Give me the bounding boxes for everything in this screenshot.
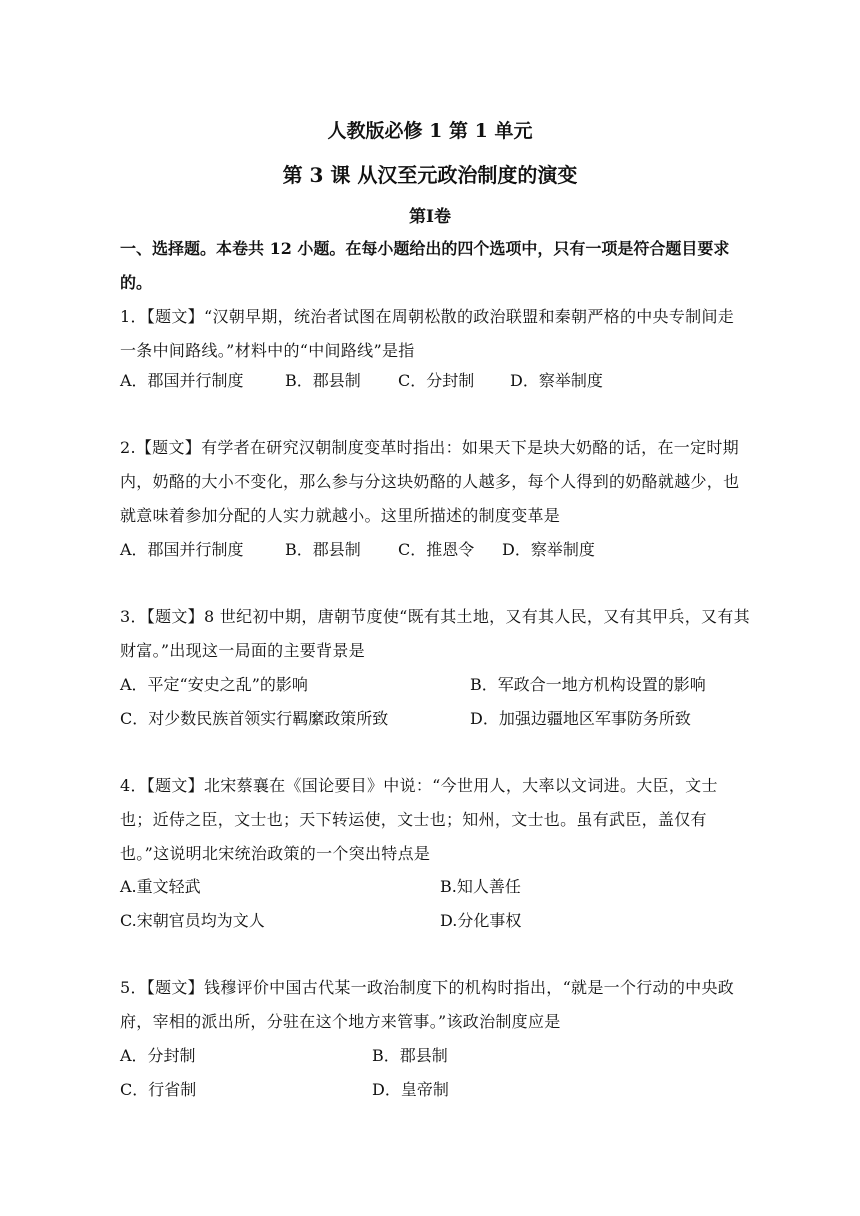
- option-c: C．分封制: [398, 371, 475, 390]
- option-b: B．郡县制: [285, 540, 361, 559]
- option-a: A．平定“安史之乱”的影响: [120, 675, 308, 694]
- option-c: C．推恩令: [398, 540, 475, 559]
- question-5-stem: 5．【题文】钱穆评价中国古代某一政治制度下的机构时指出，“就是一个行动的中央政府，宰相的派出所，分驻在这个地方来管事。”该政治制度应是: [120, 978, 735, 1031]
- document-title: 人教版必修 1 第 1 单元: [327, 120, 533, 142]
- option-b: B.知人善任: [440, 877, 521, 896]
- lesson-title: 第 3 课 从汉至元政治制度的演变: [282, 163, 578, 187]
- question-1-stem: 1．【题文】“汉朝早期，统治者试图在周朝松散的政治联盟和秦朝严格的中央专制间走一条中间路线。”材料中的“中间路线”是指: [120, 307, 735, 360]
- option-a: A.重文轻武: [120, 877, 201, 896]
- option-c: C．行省制: [120, 1080, 197, 1099]
- volume-label: 第Ⅰ卷: [409, 207, 451, 227]
- option-a: A．郡国并行制度: [120, 371, 244, 390]
- option-a: A．分封制: [120, 1046, 196, 1065]
- option-a: A．郡国并行制度: [120, 540, 244, 559]
- option-d: D．察举制度: [510, 371, 603, 390]
- option-d: D.分化事权: [440, 911, 522, 930]
- option-b: B．郡县制: [285, 371, 361, 390]
- option-b: B．军政合一地方机构设置的影响: [470, 675, 706, 694]
- question-4-stem: 4．【题文】北宋蔡襄在《国论要目》中说：“今世用人，大率以文词进。大臣，文士也；近侍之臣，文士也；天下转运使，文士也；知州，文士也。虽有武臣，盖仅有也。”这说明北宋统治政策的一个突出特点是: [120, 776, 718, 863]
- option-d: D．察举制度: [502, 540, 595, 559]
- option-b: B．郡县制: [372, 1046, 448, 1065]
- option-d: D．皇帝制: [372, 1080, 449, 1099]
- option-d: D．加强边疆地区军事防务所致: [470, 709, 691, 728]
- section-heading: 一、选择题。本卷共 12 小题。在每小题给出的四个选项中，只有一项是符合题目要求的。: [120, 239, 730, 292]
- question-3-stem: 3．【题文】8 世纪初中期，唐朝节度使“既有其土地，又有其人民，又有其甲兵，又有其财富。”出现这一局面的主要背景是: [120, 607, 750, 660]
- option-c: C.宋朝官员均为文人: [120, 911, 265, 930]
- question-2-stem: 2.【题文】有学者在研究汉朝制度变革时指出：如果天下是块大奶酪的话，在一定时期内，奶酪的大小不变化，那么参与分这块奶酪的人越多，每个人得到的奶酪就越少，也就意味着参加分配的人实力就越小。这里所描述的制度变革是: [120, 438, 740, 525]
- option-c: C．对少数民族首领实行羁縻政策所致: [120, 709, 389, 728]
